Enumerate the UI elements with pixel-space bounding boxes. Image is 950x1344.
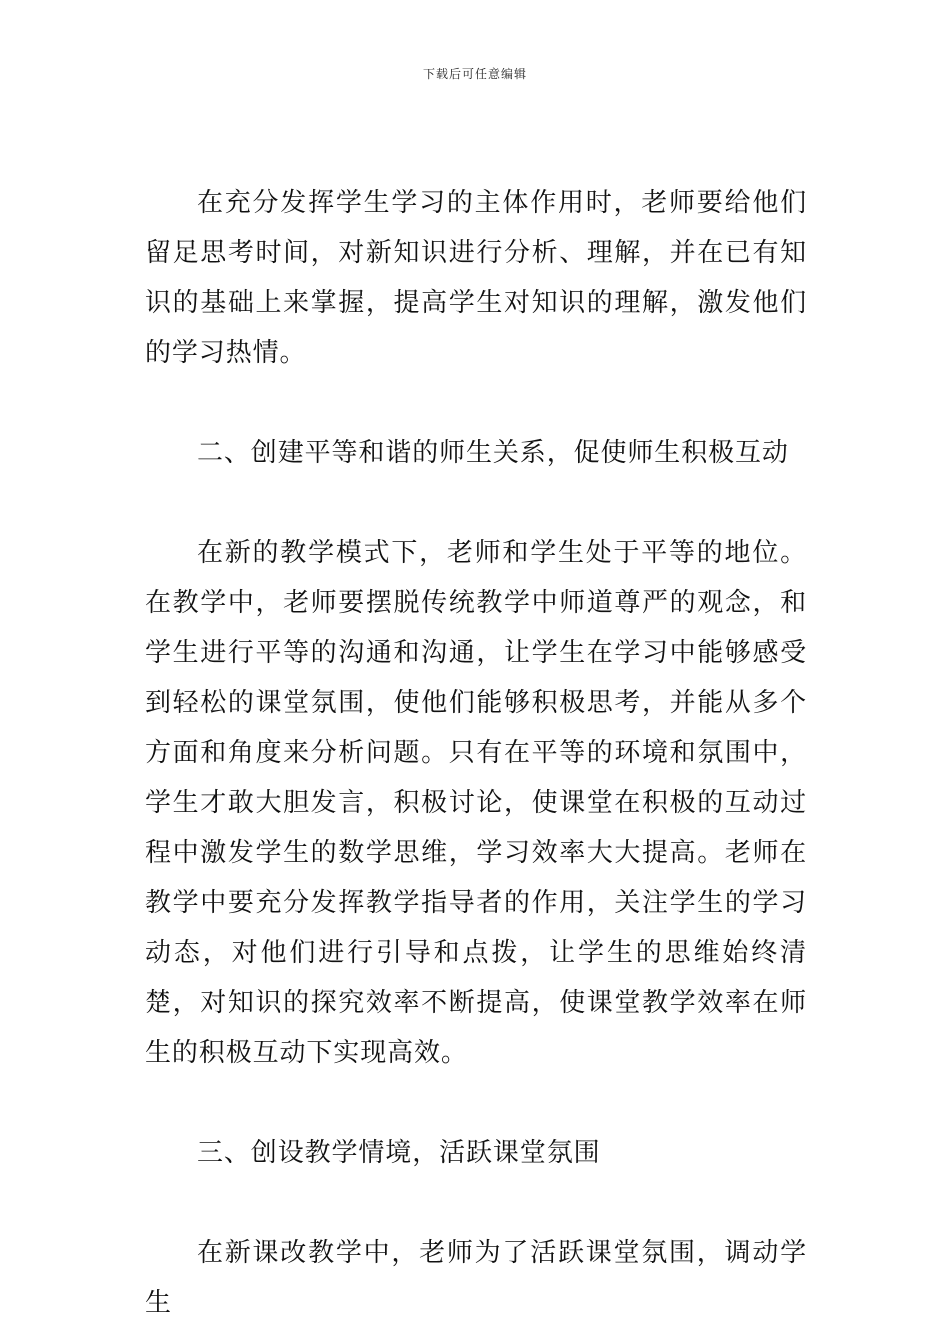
paragraph-3: 在新课改教学中，老师为了活跃课堂氛围，调动学生 <box>145 1238 807 1318</box>
page-header: 下载后可任意编辑 <box>422 67 527 81</box>
paragraph-gap <box>145 378 807 428</box>
section-heading-2: 二、创建平等和谐的师生关系，促使师生积极互动 <box>197 438 789 468</box>
paragraph-2: 在新的教学模式下，老师和学生处于平等的地位。在教学中，老师要摆脱传统教学中师道尊严的观念，和学生进行平等的沟通和沟通，让学生在学习中能够感受到轻松的课堂氛围，使他们能够积极思考，并能从多个方面和角度来分析问题。只有在平等的环境和氛围中，学生才敢大胆发言，积极讨论，使课堂在积极的互动过程中激发学生的数学思维，学习效率大大提高。老师在教学中要充分发挥教学指导者的作用，关注学生的学习动态，对他们进行引导和点拨，让学生的思维始终清楚，对知识的探究效率不断提高，使课堂教学效率在师生的积极互动下实现高效。 <box>145 538 807 1068</box>
section-heading-3: 三、创设教学情境，活跃课堂氛围 <box>197 1138 601 1168</box>
paragraph-gap <box>145 1078 807 1128</box>
document-body <box>145 178 807 1328</box>
paragraph-gap <box>145 478 807 528</box>
paragraph-1: 在充分发挥学生学习的主体作用时，老师要给他们留足思考时间，对新知识进行分析、理解，并在已有知识的基础上来掌握，提高学生对知识的理解，激发他们的学习热情。 <box>145 188 807 368</box>
paragraph-gap <box>145 1178 807 1228</box>
